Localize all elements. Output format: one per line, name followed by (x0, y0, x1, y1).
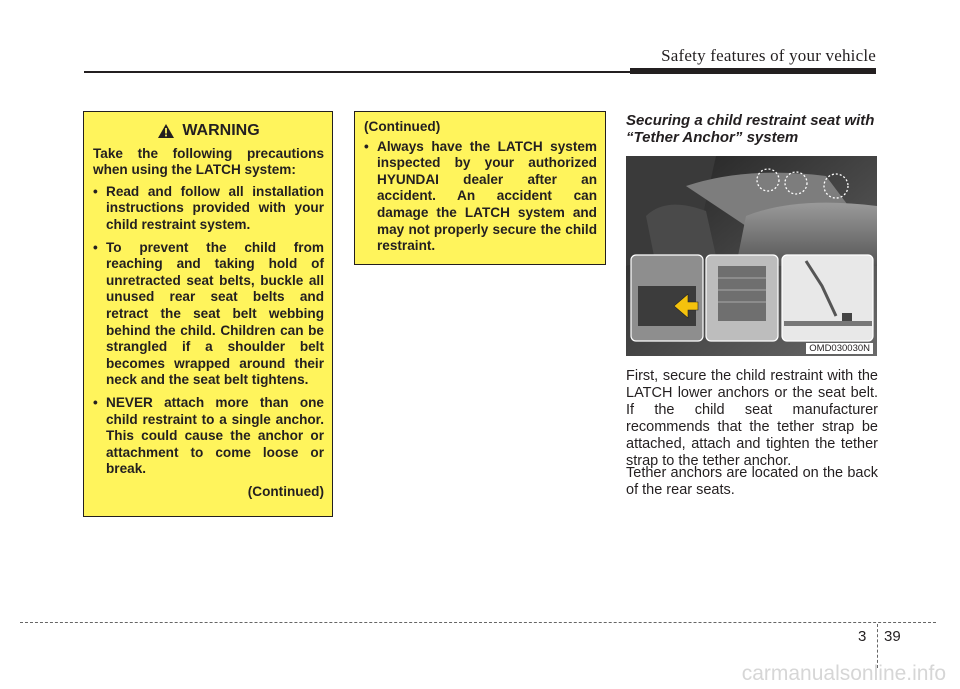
continued-label: (Continued) (247, 483, 324, 499)
warning-heading (93, 123, 324, 140)
warning-bullet-list (93, 184, 324, 478)
bullet-icon: • (93, 394, 98, 410)
bullet-icon: • (93, 239, 98, 255)
bullet-icon: • (364, 138, 369, 154)
footer-rule (20, 622, 936, 623)
warning-box (83, 111, 333, 517)
continued-heading: (Continued) (364, 119, 441, 134)
list-item: • Read and follow all installation instructions provided with your child restraint system. (93, 183, 324, 232)
list-item: • To prevent the child from reaching and taking hold of unretracted seat belts, buckle all unused rear seat belts and retract the seat belt webbing behind the child. Children can be strangled if a shoulder belt becomes wrapped around their neck and the seat belt tightens. (93, 239, 324, 388)
watermark: carmanualsonline.info (741, 662, 946, 685)
continued-bullet-list (364, 139, 597, 255)
continued-warning-box (354, 111, 606, 265)
list-item: • NEVER attach more than one child restraint to a single anchor. This could cause the anchor or attachment to come loose or break. (93, 394, 324, 477)
figure-caption: OMD030030N (806, 343, 873, 354)
chapter-number: 3 (858, 628, 867, 645)
bullet-icon: • (93, 183, 98, 199)
warning-heading-text: WARNING (182, 122, 260, 139)
list-item: • Always have the LATCH system inspected by your authorized HYUNDAI dealer after an accident. An accident can damage the LATCH system and may not properly secure the child restraint. (364, 138, 597, 254)
header-rule-accent (630, 68, 876, 74)
warning-triangle-icon (157, 123, 175, 139)
warning-intro: Take the following precautions when using the LATCH system: (93, 145, 324, 178)
page-number: 39 (884, 628, 901, 645)
running-header: Safety features of your vehicle (661, 46, 876, 65)
body-paragraph: First, secure the child restraint with the LATCH lower anchors or the seat belt. If the child seat manufacturer recommends that the tether strap be attached, attach and tighten the tether strap to the tether anchor. (626, 368, 878, 469)
body-paragraph: Tether anchors are located on the back of the rear seats. (626, 465, 878, 498)
car-interior-image (626, 156, 877, 356)
section-title: Securing a child restraint seat with “Tether Anchor” system (626, 112, 875, 146)
tether-anchor-illustration (626, 156, 877, 356)
